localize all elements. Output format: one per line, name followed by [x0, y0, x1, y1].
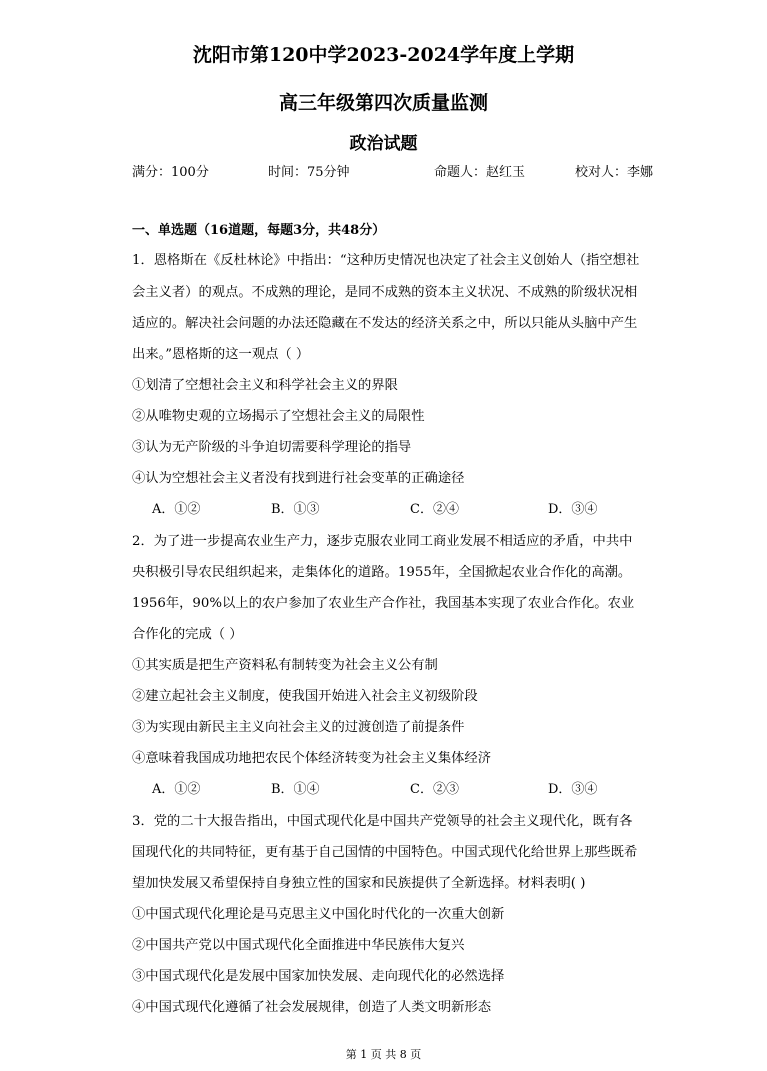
page-title-school: 沈阳市第120中学2023-2024学年度上学期	[192, 44, 575, 66]
question-line: 1．恩格斯在《反杜林论》中指出：“这种历史情况也决定了社会主义创始人（指空想社	[132, 253, 640, 268]
statement-item: ③为实现由新民主主义向社会主义的过渡创造了前提条件	[132, 720, 465, 735]
question-line: 1956年，90%以上的农户参加了农业生产合作社，我国基本实现了农业合作化。农业	[132, 596, 635, 611]
answer-option-d: D．③④	[548, 502, 598, 517]
meta-author: 命题人：赵红玉	[434, 165, 526, 180]
statement-item: ③中国式现代化是发展中国家加快发展、走向现代化的必然选择	[132, 969, 505, 984]
question-line: 合作化的完成（ ）	[132, 627, 243, 642]
page-footer: 第 1 页 共 8 页	[345, 1048, 422, 1061]
meta-time: 时间：75分钟	[268, 165, 350, 180]
page-title-grade: 高三年级第四次质量监测	[278, 92, 488, 114]
section-title: 一、单选题（16道题，每题3分，共48分）	[132, 223, 386, 238]
statement-item: ④意味着我国成功地把农民个体经济转变为社会主义集体经济	[132, 751, 492, 766]
meta-score: 满分：100分	[132, 165, 209, 180]
answer-option-d: D．③④	[548, 782, 598, 797]
statement-item: ②从唯物史观的立场揭示了空想社会主义的局限性	[132, 409, 425, 424]
statement-item: ②建立起社会主义制度，使我国开始进入社会主义初级阶段	[132, 689, 478, 704]
page-title-subject: 政治试题	[349, 134, 418, 154]
question-line: 2．为了进一步提高农业生产力，逐步克服农业同工商业发展不相适应的矛盾，中共中	[132, 534, 633, 549]
answer-option-b: B．①③	[271, 502, 320, 517]
answer-option-a: A．①②	[152, 782, 201, 797]
statement-item: ③认为无产阶级的斗争迫切需要科学理论的指导	[132, 440, 412, 455]
answer-option-b: B．①④	[271, 782, 320, 797]
statement-item: ②中国共产党以中国式现代化全面推进中华民族伟大复兴	[132, 938, 465, 953]
question-line: 会主义者）的观点。不成熟的理论，是同不成熟的资本主义状况、不成熟的阶级状况相	[132, 285, 638, 300]
meta-reviewer: 校对人：李娜	[575, 165, 654, 180]
question-line: 国现代化的共同特征，更有基于自己国情的中国特色。中国式现代化给世界上那些既希	[132, 845, 638, 860]
statement-item: ①其实质是把生产资料私有制转变为社会主义公有制	[132, 658, 438, 673]
answer-option-a: A．①②	[152, 502, 201, 517]
statement-item: ④中国式现代化遵循了社会发展规律，创造了人类文明新形态	[132, 1000, 492, 1015]
question-line: 出来。”恩格斯的这一观点（ ）	[132, 347, 310, 362]
question-line: 央积极引导农民组织起来，走集体化的道路。1955年，全国掀起农业合作化的高潮。	[132, 565, 632, 580]
statement-item: ①中国式现代化理论是马克思主义中国化时代化的一次重大创新	[132, 907, 505, 922]
statement-item: ④认为空想社会主义者没有找到进行社会变革的正确途径	[132, 471, 465, 486]
question-line: 望加快发展又希望保持自身独立性的国家和民族提供了全新选择。材料表明( )	[132, 876, 586, 891]
answer-option-c: C．②④	[410, 502, 459, 517]
statement-item: ①划清了空想社会主义和科学社会主义的界限	[132, 378, 398, 393]
answer-option-c: C．②③	[410, 782, 459, 797]
question-line: 适应的。解决社会问题的办法还隐藏在不发达的经济关系之中，所以只能从头脑中产生	[132, 316, 638, 331]
question-line: 3．党的二十大报告指出，中国式现代化是中国共产党领导的社会主义现代化，既有各	[132, 814, 633, 829]
